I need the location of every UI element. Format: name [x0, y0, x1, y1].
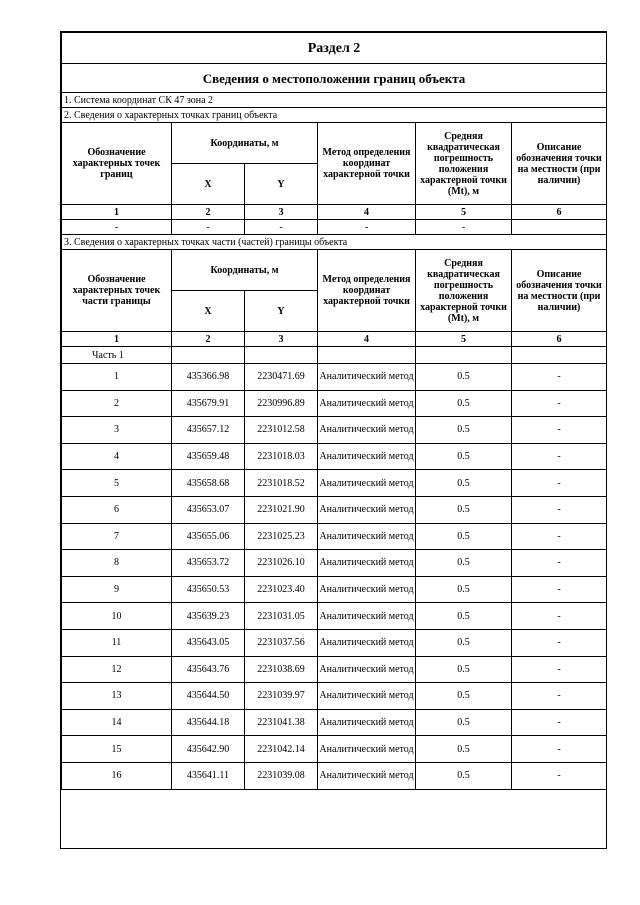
page-subtitle: Сведения о местоположении границ объекта	[62, 64, 607, 93]
s2-dash-cell: -	[62, 220, 172, 235]
point-number: 10	[62, 603, 172, 630]
point-y: 2230471.69	[245, 364, 318, 391]
point-number: 6	[62, 496, 172, 523]
point-error: 0.5	[416, 762, 512, 789]
point-description: -	[512, 656, 607, 683]
table-row	[62, 390, 607, 417]
point-number: 13	[62, 683, 172, 710]
point-x: 435657.12	[172, 417, 245, 444]
point-number: 1	[62, 364, 172, 391]
point-number: 14	[62, 709, 172, 736]
boundary-table	[61, 32, 607, 808]
s3-col-description: Описание обозначения точки на местности (при наличии)	[512, 250, 607, 332]
s2-dash-cell: -	[416, 220, 512, 235]
s2-dash-cell: -	[245, 220, 318, 235]
s2-dash-cell: -	[318, 220, 416, 235]
table-row	[62, 417, 607, 444]
point-error: 0.5	[416, 629, 512, 656]
s3-col-designation: Обозначение характерных точек части границы	[62, 250, 172, 332]
s2-col-num: 6	[512, 205, 607, 220]
point-error: 0.5	[416, 709, 512, 736]
table-row	[62, 683, 607, 710]
point-description: -	[512, 576, 607, 603]
point-error: 0.5	[416, 443, 512, 470]
point-description: -	[512, 364, 607, 391]
s2-col-num: 2	[172, 205, 245, 220]
document-frame	[60, 31, 607, 849]
point-number: 11	[62, 629, 172, 656]
s2-col-x: X	[172, 164, 245, 205]
table-row	[62, 523, 607, 550]
point-method: Аналитический метод	[318, 762, 416, 789]
page-title: Раздел 2	[62, 33, 607, 64]
point-y: 2231039.08	[245, 762, 318, 789]
point-y: 2231039.97	[245, 683, 318, 710]
point-method: Аналитический метод	[318, 576, 416, 603]
point-y: 2231038.69	[245, 656, 318, 683]
point-method: Аналитический метод	[318, 603, 416, 630]
point-y: 2231042.14	[245, 736, 318, 763]
point-y: 2231031.05	[245, 603, 318, 630]
empty-cell	[318, 347, 416, 364]
point-method: Аналитический метод	[318, 709, 416, 736]
s2-col-num: 3	[245, 205, 318, 220]
point-y: 2231041.38	[245, 709, 318, 736]
point-number: 2	[62, 390, 172, 417]
point-x: 435642.90	[172, 736, 245, 763]
section3-heading: 3. Сведения о характерных точках части (частей) границы объекта	[62, 235, 607, 250]
point-y: 2231025.23	[245, 523, 318, 550]
point-error: 0.5	[416, 523, 512, 550]
s2-dash-cell: -	[172, 220, 245, 235]
s3-col-method: Метод определения координат характерной точки	[318, 250, 416, 332]
s2-col-coords: Координаты, м	[172, 123, 318, 164]
table-row	[62, 576, 607, 603]
point-error: 0.5	[416, 364, 512, 391]
point-method: Аналитический метод	[318, 417, 416, 444]
point-x: 435643.76	[172, 656, 245, 683]
point-y: 2230996.89	[245, 390, 318, 417]
table-row	[62, 496, 607, 523]
table-row	[62, 443, 607, 470]
point-description: -	[512, 470, 607, 497]
point-x: 435655.06	[172, 523, 245, 550]
point-description: -	[512, 550, 607, 577]
point-error: 0.5	[416, 603, 512, 630]
point-method: Аналитический метод	[318, 470, 416, 497]
point-error: 0.5	[416, 417, 512, 444]
point-x: 435641.11	[172, 762, 245, 789]
point-y: 2231023.40	[245, 576, 318, 603]
point-description: -	[512, 762, 607, 789]
coord-system-line: 1. Система координат СК 47 зона 2	[62, 93, 607, 108]
point-y: 2231037.56	[245, 629, 318, 656]
point-error: 0.5	[416, 683, 512, 710]
point-method: Аналитический метод	[318, 390, 416, 417]
point-description: -	[512, 496, 607, 523]
table-row	[62, 603, 607, 630]
point-number: 16	[62, 762, 172, 789]
point-error: 0.5	[416, 656, 512, 683]
point-x: 435644.18	[172, 709, 245, 736]
s3-col-num: 3	[245, 332, 318, 347]
s3-col-num: 1	[62, 332, 172, 347]
point-description: -	[512, 736, 607, 763]
s2-col-y: Y	[245, 164, 318, 205]
s2-col-error: Средняя квадратическая погрешность положения характерной точки (Mt), м	[416, 123, 512, 205]
s3-col-num: 6	[512, 332, 607, 347]
point-x: 435644.50	[172, 683, 245, 710]
s3-col-coords: Координаты, м	[172, 250, 318, 291]
s2-dash-cell	[512, 220, 607, 235]
point-description: -	[512, 603, 607, 630]
table-row	[62, 709, 607, 736]
table-row	[62, 656, 607, 683]
point-x: 435658.68	[172, 470, 245, 497]
s3-col-x: X	[172, 291, 245, 332]
point-method: Аналитический метод	[318, 550, 416, 577]
point-method: Аналитический метод	[318, 364, 416, 391]
point-number: 4	[62, 443, 172, 470]
table-row	[62, 629, 607, 656]
point-y: 2231021.90	[245, 496, 318, 523]
point-x: 435679.91	[172, 390, 245, 417]
s3-col-error: Средняя квадратическая погрешность положения характерной точки (Mt), м	[416, 250, 512, 332]
point-y: 2231026.10	[245, 550, 318, 577]
point-number: 3	[62, 417, 172, 444]
point-method: Аналитический метод	[318, 683, 416, 710]
s3-col-num: 4	[318, 332, 416, 347]
point-error: 0.5	[416, 736, 512, 763]
point-error: 0.5	[416, 576, 512, 603]
table-footer-row	[62, 789, 607, 808]
point-number: 8	[62, 550, 172, 577]
s3-col-y: Y	[245, 291, 318, 332]
point-method: Аналитический метод	[318, 736, 416, 763]
empty-cell	[416, 347, 512, 364]
point-number: 15	[62, 736, 172, 763]
point-description: -	[512, 709, 607, 736]
point-description: -	[512, 390, 607, 417]
s2-col-num: 5	[416, 205, 512, 220]
point-method: Аналитический метод	[318, 523, 416, 550]
point-number: 12	[62, 656, 172, 683]
s3-col-num: 2	[172, 332, 245, 347]
point-description: -	[512, 443, 607, 470]
s2-col-num: 4	[318, 205, 416, 220]
point-description: -	[512, 417, 607, 444]
s2-col-method: Метод определения координат характерной точки	[318, 123, 416, 205]
point-x: 435659.48	[172, 443, 245, 470]
point-description: -	[512, 683, 607, 710]
point-number: 9	[62, 576, 172, 603]
empty-cell	[62, 789, 607, 808]
point-method: Аналитический метод	[318, 443, 416, 470]
point-description: -	[512, 523, 607, 550]
point-error: 0.5	[416, 550, 512, 577]
point-x: 435653.07	[172, 496, 245, 523]
point-error: 0.5	[416, 470, 512, 497]
point-number: 7	[62, 523, 172, 550]
table-row	[62, 364, 607, 391]
point-x: 435650.53	[172, 576, 245, 603]
point-x: 435366.98	[172, 364, 245, 391]
empty-cell	[172, 347, 245, 364]
s2-col-description: Описание обозначения точки на местности (при наличии)	[512, 123, 607, 205]
s2-col-designation: Обозначение характерных точек границ	[62, 123, 172, 205]
table-row	[62, 470, 607, 497]
point-y: 2231018.52	[245, 470, 318, 497]
point-x: 435639.23	[172, 603, 245, 630]
point-method: Аналитический метод	[318, 496, 416, 523]
empty-cell	[245, 347, 318, 364]
point-description: -	[512, 629, 607, 656]
point-method: Аналитический метод	[318, 629, 416, 656]
part-label: Часть 1	[62, 347, 172, 364]
point-error: 0.5	[416, 390, 512, 417]
point-y: 2231018.03	[245, 443, 318, 470]
section2-heading: 2. Сведения о характерных точках границ объекта	[62, 108, 607, 123]
s3-col-num: 5	[416, 332, 512, 347]
empty-cell	[512, 347, 607, 364]
point-method: Аналитический метод	[318, 656, 416, 683]
s2-col-num: 1	[62, 205, 172, 220]
point-x: 435643.05	[172, 629, 245, 656]
table-row	[62, 550, 607, 577]
point-y: 2231012.58	[245, 417, 318, 444]
table-row	[62, 762, 607, 789]
point-error: 0.5	[416, 496, 512, 523]
point-x: 435653.72	[172, 550, 245, 577]
point-number: 5	[62, 470, 172, 497]
table-row	[62, 736, 607, 763]
